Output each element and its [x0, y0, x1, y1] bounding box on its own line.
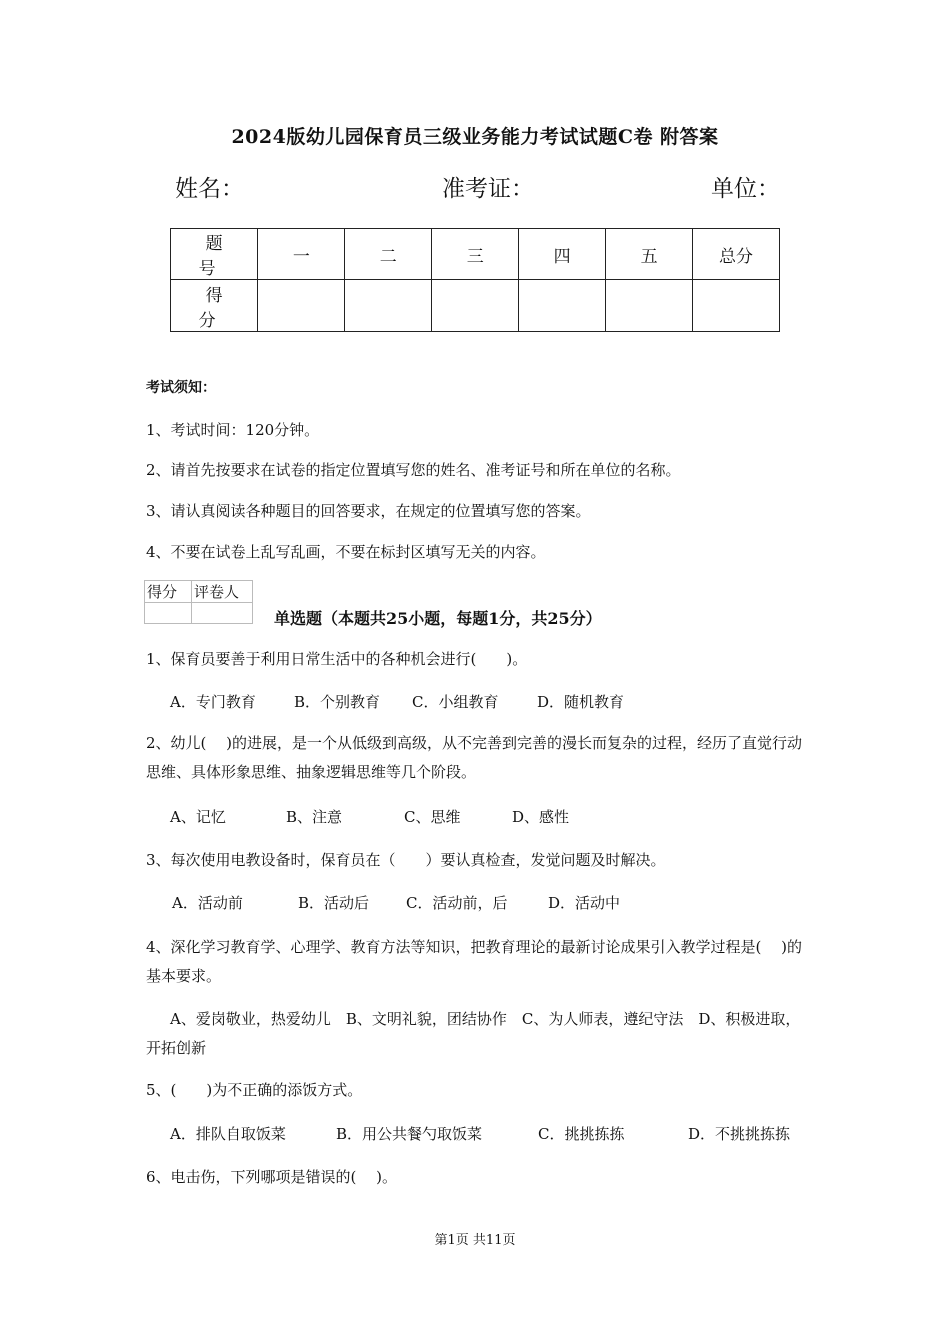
question-5-option-c: C．挑挑拣拣: [538, 1125, 625, 1143]
notice-item-1: 1、考试时间：120分钟。: [146, 421, 320, 439]
question-4-stem: 4、深化学习教育学、心理学、教育方法等知识，把教育理论的最新讨论成果引入教学过程是( )的基本要求。: [146, 938, 803, 985]
page-footer: 第1页 共11页: [434, 1233, 516, 1248]
page-title: 2024版幼儿园保育员三级业务能力考试试题C卷 附答案: [231, 126, 719, 148]
question-4-options: A、爱岗敬业，热爱幼儿 B、文明礼貌，团结协作 C、为人师表，遵纪守法 D、积极进取，开拓创新: [146, 1010, 801, 1057]
question-3-option-d: D．活动中: [548, 894, 621, 912]
question-3-option-b: B．活动后: [298, 894, 370, 912]
score-row-header: 得 分: [171, 280, 258, 332]
score-cell-3: [432, 280, 519, 332]
score-cell-4: [519, 280, 606, 332]
grader-box: [144, 580, 253, 624]
column-total: 总分: [693, 229, 780, 280]
grader-name-label: 评卷人: [192, 581, 253, 603]
score-cell-2: [345, 280, 432, 332]
unit-label: 单位：: [711, 176, 780, 202]
question-number-header: 题 号: [171, 229, 258, 280]
notice-title: 考试须知：: [146, 380, 216, 396]
question-2-option-c: C、思维: [404, 808, 461, 826]
question-3-option-a: A．活动前: [172, 894, 243, 912]
question-1-stem: 1、保育员要善于利用日常生活中的各种机会进行( )。: [146, 650, 528, 668]
question-5-option-a: A．排队自取饭菜: [170, 1125, 286, 1143]
question-6-stem: 6、电击伤，下列哪项是错误的( )。: [146, 1168, 398, 1186]
question-5-option-d: D．不挑挑拣拣: [688, 1125, 791, 1143]
question-5-option-b: B．用公共餐勺取饭菜: [336, 1125, 483, 1143]
section-title: 单选题（本题共25小题，每题1分，共25分）: [274, 609, 602, 628]
question-2-option-d: D、感性: [512, 808, 570, 826]
grader-name-cell: [192, 603, 253, 624]
column-1: 一: [258, 229, 345, 280]
question-2-option-b: B、注意: [286, 808, 343, 826]
question-3-option-c: C．活动前，后: [406, 894, 508, 912]
exam-number-label: 准考证：: [442, 176, 534, 202]
score-cell-total: [693, 280, 780, 332]
question-1-option-d: D．随机教育: [537, 693, 625, 711]
question-3-stem: 3、每次使用电教设备时，保育员在（ ）要认真检查，发觉问题及时解决。: [146, 851, 666, 869]
notice-item-3: 3、请认真阅读各种题目的回答要求，在规定的位置填写您的答案。: [146, 502, 591, 520]
column-2: 二: [345, 229, 432, 280]
grader-score-cell: [145, 603, 192, 624]
question-2-option-a: A、记忆: [170, 808, 226, 826]
column-3: 三: [432, 229, 519, 280]
notice-item-2: 2、请首先按要求在试卷的指定位置填写您的姓名、准考证号和所在单位的名称。: [146, 461, 681, 479]
column-4: 四: [519, 229, 606, 280]
candidate-info-row: [175, 170, 785, 204]
score-table-header-row: [171, 229, 780, 280]
score-table-score-row: [171, 280, 780, 332]
question-1-option-a: A．专门教育: [170, 693, 256, 711]
question-1-option-b: B．个别教育: [294, 693, 381, 711]
question-2-stem: 2、幼儿( )的进展，是一个从低级到高级，从不完善到完善的漫长而复杂的过程，经历了直觉行动思维、具体形象思维、抽象逻辑思维等几个阶段。: [146, 734, 803, 781]
score-cell-5: [606, 280, 693, 332]
score-cell-1: [258, 280, 345, 332]
question-5-stem: 5、( )为不正确的添饭方式。: [146, 1081, 363, 1099]
score-table: [170, 228, 780, 332]
grader-score-label: 得分: [145, 581, 192, 603]
column-5: 五: [606, 229, 693, 280]
name-label: 姓名：: [175, 176, 244, 202]
question-1-option-c: C．小组教育: [412, 693, 499, 711]
notice-item-4: 4、不要在试卷上乱写乱画，不要在标封区填写无关的内容。: [146, 543, 546, 561]
